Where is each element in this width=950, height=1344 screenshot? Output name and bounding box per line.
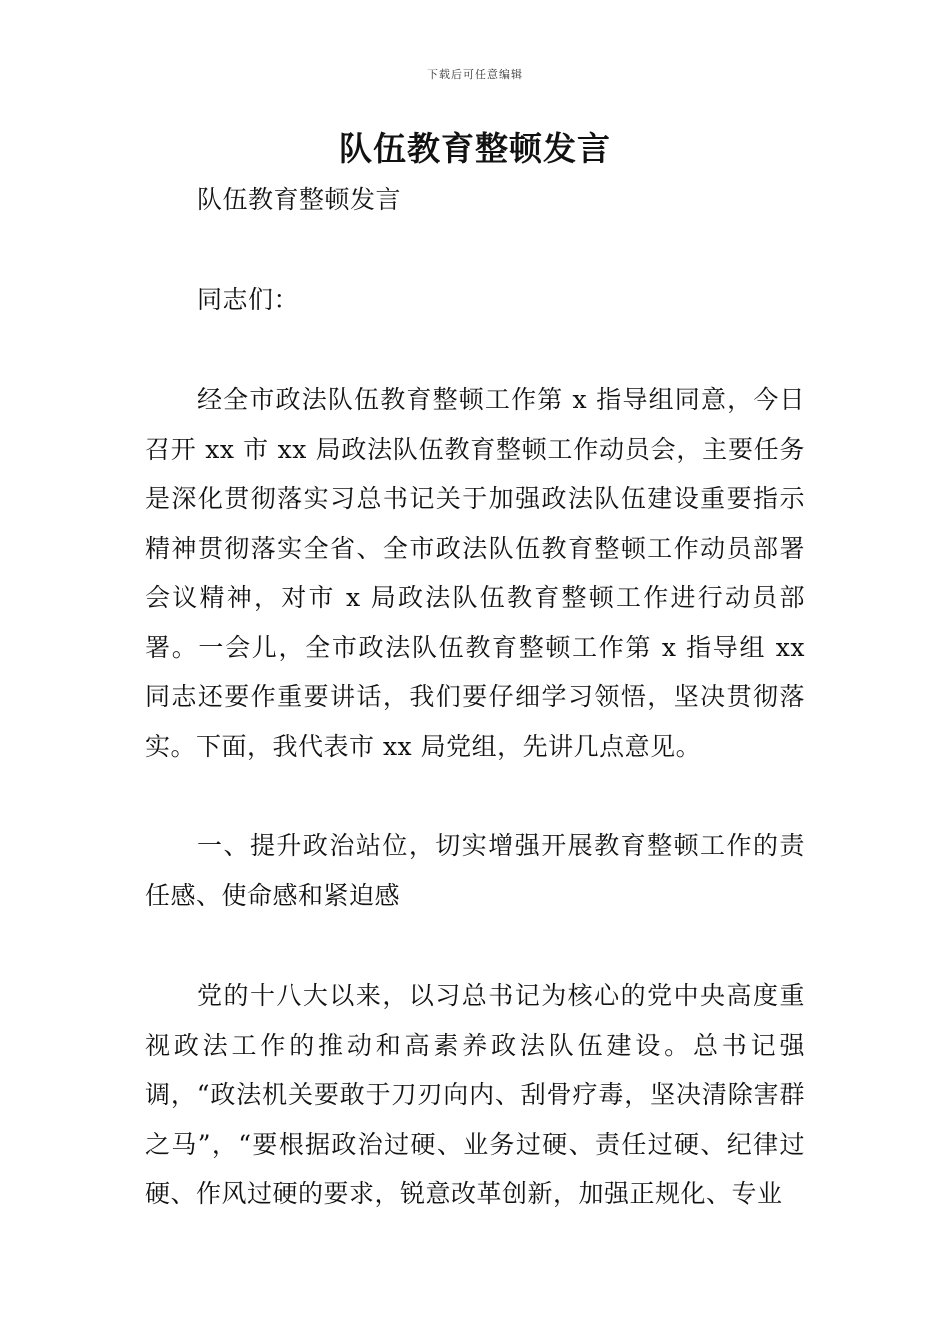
paragraph-text: 党的十八大以来，以习总书记为核心的党中央高度重视政法工作的推动和高素养政法队伍建设。总书记强调，“政法机关要敢于刀刃向内、刮骨疗毒，坚决清除害群之马”，“要根据政治过硬、业务过硬、责任过硬、纪律过硬、作风过硬的要求，锐意改革创新，加强正规化、专业 [145,981,805,1208]
section-heading-1 [145,821,805,920]
greeting [145,275,805,325]
paragraph-intro [145,375,805,771]
document-title: 队伍教育整顿发言 [339,129,611,168]
subtitle-text: 队伍教育整顿发言 [197,185,402,214]
header-note: 下载后可任意编辑 [427,68,523,81]
paragraph-text: 经全市政法队伍教育整顿工作第 x 指导组同意，今日召开 xx 市 xx 局政法队伍教育整顿工作动员会，主要任务是深化贯彻落实习总书记关于加强政法队伍建设重要指示精神贯彻落实全省、全市政法队伍教育整顿工作动员部署会议精神，对市 x 局政法队伍教育整顿工作进行动员部署。一会儿，全市政法队伍教育整顿工作第 x 指导组 xx 同志还要作重要讲话，我们要仔细学习领悟，坚决贯彻落实。下面，我代表市 xx 局党组，先讲几点意见。 [145,385,805,761]
document-subtitle [145,175,805,225]
greeting-text: 同志们： [197,285,300,314]
section-heading-text: 一、提升政治站位，切实增强开展教育整顿工作的责任感、使命感和紧迫感 [145,831,805,910]
paragraph-section-1 [145,971,805,1219]
